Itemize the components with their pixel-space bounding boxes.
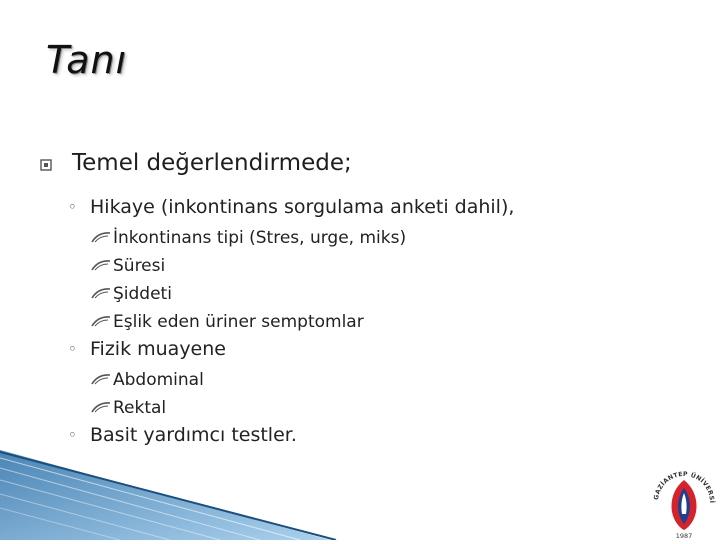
circle-bullet-icon: ◦ xyxy=(68,340,77,358)
list-item xyxy=(40,150,680,196)
swoosh-bullet-icon xyxy=(90,286,112,300)
list-item-text: Abdominal xyxy=(113,370,204,390)
list-item-text: Fizik muayene xyxy=(90,338,226,360)
list-item xyxy=(40,338,680,368)
swoosh-bullet-icon xyxy=(90,314,112,328)
swoosh-bullet-icon xyxy=(90,258,112,272)
list-item xyxy=(40,396,680,424)
corner-decoration xyxy=(0,450,340,540)
list-item-text: Rektal xyxy=(113,398,167,418)
circle-bullet-icon: ◦ xyxy=(68,426,77,444)
list-item xyxy=(40,226,680,254)
university-logo xyxy=(648,460,720,540)
list-item xyxy=(40,282,680,310)
list-item-text: Şiddeti xyxy=(113,284,172,304)
list-item-text: Temel değerlendirmede; xyxy=(72,150,352,176)
circle-bullet-icon: ◦ xyxy=(68,198,77,216)
list-item-text: Süresi xyxy=(113,256,166,276)
swoosh-bullet-icon xyxy=(90,230,112,244)
square-bullet-icon xyxy=(40,159,52,171)
university-seal-icon xyxy=(648,460,720,540)
list-item xyxy=(40,368,680,396)
list-item xyxy=(40,196,680,226)
slide-title: Tanı xyxy=(46,38,128,82)
list-item-text: Hikaye (inkontinans sorgulama anketi dahil), xyxy=(90,196,515,218)
list-item xyxy=(40,310,680,338)
swoosh-bullet-icon xyxy=(90,372,112,386)
svg-text:GAZİANTEP ÜNİVERSİTESİ: GAZİANTEP ÜNİVERSİ xyxy=(653,470,716,504)
bullet-list xyxy=(40,150,680,454)
list-item-text: İnkontinans tipi (Stres, urge, miks) xyxy=(113,228,407,248)
list-item-text: Eşlik eden üriner semptomlar xyxy=(113,312,364,332)
swoosh-bullet-icon xyxy=(90,400,112,414)
list-item xyxy=(40,254,680,282)
list-item-text: Basit yardımcı testler. xyxy=(90,424,297,446)
logo-year: 1987 xyxy=(675,532,693,540)
